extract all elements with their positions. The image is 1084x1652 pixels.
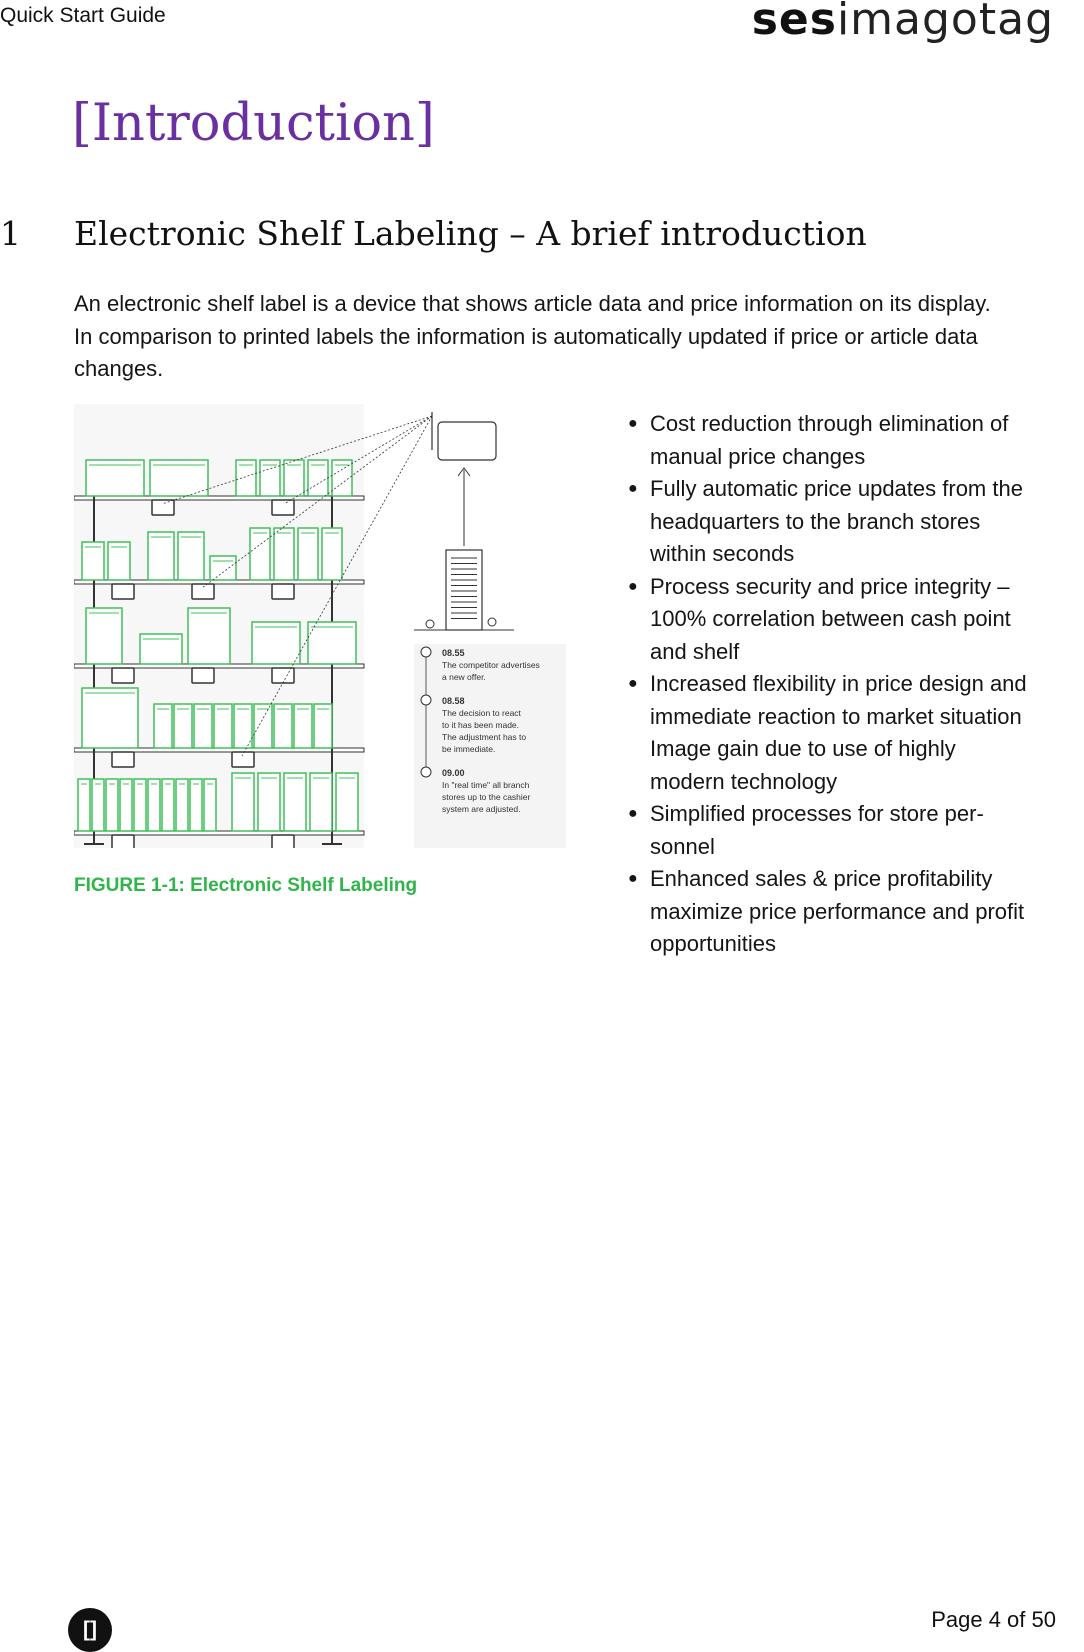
product [190,779,202,831]
timeline-description: stores up to the cashier [442,792,531,802]
product [314,704,332,748]
cable-node [488,618,496,626]
bullet-icon: ● [628,870,638,887]
bullet-icon: ● [628,480,638,497]
product [178,532,204,580]
product [148,779,160,831]
bullet-icon: ● [628,805,638,822]
shelf-label [112,752,134,767]
timeline-description: The adjustment has to [442,732,527,742]
shelf-label [192,668,214,683]
product [154,704,172,748]
product [294,704,312,748]
list-item-text: Increased flexibility in price design and immediate reaction to market situation Image gain due to use of highly modern technology [650,671,1027,794]
product [232,773,254,831]
timeline-description: to it has been made. [442,720,520,730]
product [134,779,146,831]
product [162,779,174,831]
bullet-icon: ● [628,675,638,692]
product [274,528,294,580]
bullet-icon: ● [628,415,638,432]
product [194,704,212,748]
product [106,779,118,831]
shelf-label [112,584,134,599]
product [284,773,306,831]
list-item [628,798,1030,863]
product [258,773,280,831]
product [176,779,188,831]
product [82,542,104,580]
product [298,528,318,580]
clock-icon [421,695,431,705]
product [254,704,272,748]
product [210,556,236,580]
intro-paragraph: An electronic shelf label is a device that shows article data and price information on its display. In comparison to printed labels the information is automatically updated if price or article data changes. [74,291,991,381]
list-item-text: Process security and price integrity – 100% correlation between cash point and shelf [650,573,1011,664]
timeline-description: system are adjusted. [442,804,521,814]
product [86,608,122,664]
shelf-label [192,584,214,599]
section-title: Electronic Shelf Labeling – A brief introduction [74,214,867,253]
clock-icon [421,647,431,657]
shelf-illustration [74,404,566,848]
product [92,779,104,831]
cable-node [426,620,434,628]
shelf-label [272,835,294,848]
page-title: [Introduction] [72,94,435,153]
timeline-description: The competitor advertises [442,660,540,670]
product [234,704,252,748]
shelf-labeling-figure [74,404,566,848]
timeline-time: 09.00 [442,768,465,778]
product [274,704,292,748]
page-number: Page 4 of 50 [931,1607,1056,1632]
shelf-label [152,500,174,515]
shelf-label [232,752,254,767]
list-item [628,473,1030,571]
product [310,773,332,831]
shelf-label [112,835,134,848]
shelf-label [112,668,134,683]
timeline-time: 08.55 [442,648,465,658]
section-number: 1 [0,214,21,253]
product [188,608,230,664]
header-doc-title: Quick Start Guide [0,4,166,27]
list-item-text: Enhanced sales & price profitability maximize price performance and profit opportunities [650,866,1025,956]
product [78,779,90,831]
product [322,528,342,580]
product [214,704,232,748]
company-logo [752,0,1054,45]
list-item [628,408,1030,473]
list-item-text: Simplified processes for store per-sonnel [650,801,984,859]
timeline-description: a new offer. [442,672,486,682]
figure-caption: FIGURE 1-1: Electronic Shelf Labeling [74,875,418,896]
shelf-label [272,668,294,683]
product [336,773,358,831]
list-item [628,668,1030,798]
product [120,779,132,831]
product [252,622,300,664]
logo-bold-text: ses [751,0,837,45]
bullet-icon: ● [628,577,638,595]
list-item-text: Cost reduction through elimination of manual price changes [650,411,1009,469]
product [308,622,356,664]
list-item [628,571,1030,669]
product [204,779,216,831]
product [108,542,130,580]
shelf-label [272,500,294,515]
product [148,532,174,580]
timeline-time: 08.58 [442,696,465,706]
shelf-label [272,584,294,599]
timeline-description: In "real time" all branch [442,780,530,790]
list-item-text: Fully automatic price updates from the headquarters to the branch stores within seconds [650,476,1023,566]
product [174,704,192,748]
product [82,688,138,748]
benefits-list [628,408,1030,961]
timeline-description: be immediate. [442,744,496,754]
list-item [628,863,1030,961]
access-point [438,422,496,460]
clock-icon [421,767,431,777]
product [250,528,270,580]
logo-light-text: imagotag [836,0,1054,45]
timeline-description: The decision to react [442,708,521,718]
page-badge: [] [68,1608,112,1652]
